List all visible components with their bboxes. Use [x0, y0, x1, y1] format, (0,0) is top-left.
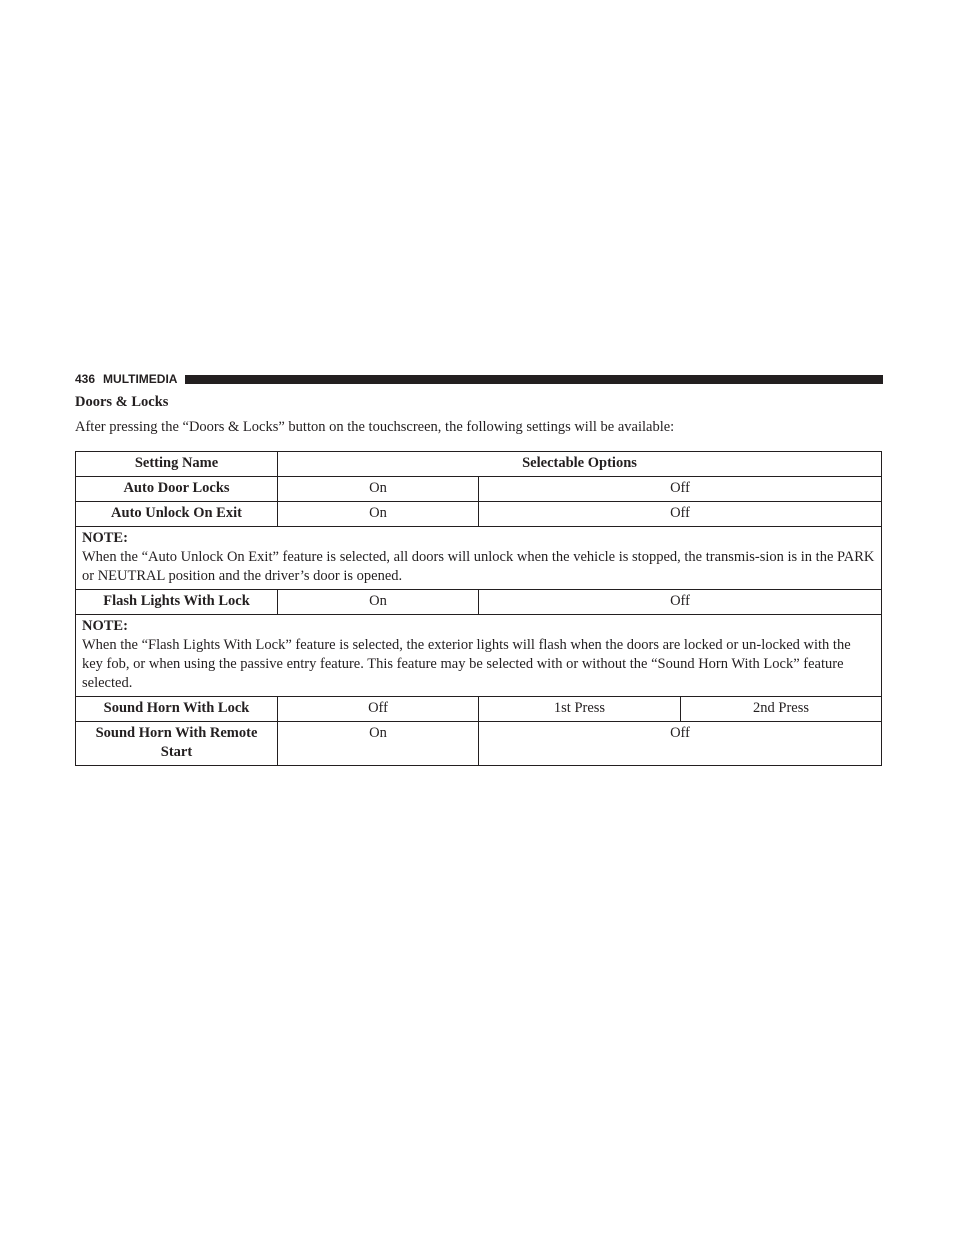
setting-name: Auto Unlock On Exit	[76, 502, 278, 527]
option-cell: Off	[479, 590, 882, 615]
option-cell: On	[278, 590, 479, 615]
option-cell: On	[278, 722, 479, 766]
setting-name: Auto Door Locks	[76, 477, 278, 502]
option-cell: Off	[479, 722, 882, 766]
table-header-row	[76, 452, 882, 477]
option-cell: 2nd Press	[681, 697, 882, 722]
option-cell: Off	[479, 502, 882, 527]
settings-table	[75, 451, 882, 766]
section-title: Doors & Locks	[75, 394, 169, 410]
note-text: When the “Auto Unlock On Exit” feature is selected, all doors will unlock when the vehicle is stopped, the transmis-sion is in the PARK or NEUTRAL position and the driver’s door is opened.	[82, 549, 875, 584]
note-label: NOTE:	[82, 530, 128, 546]
note-cell	[76, 615, 882, 697]
option-cell: Off	[278, 697, 479, 722]
intro-paragraph: After pressing the “Doors & Locks” button on the touchscreen, the following settings will be available:	[75, 419, 675, 435]
header-rule	[185, 375, 883, 384]
section-name: MULTIMEDIA	[103, 372, 178, 386]
setting-name: Flash Lights With Lock	[76, 590, 278, 615]
table-row	[76, 502, 882, 527]
header-selectable-options: Selectable Options	[278, 452, 882, 477]
table-row	[76, 477, 882, 502]
table-row	[76, 697, 882, 722]
table-row	[76, 722, 882, 766]
note-label: NOTE:	[82, 618, 128, 634]
option-cell: On	[278, 502, 479, 527]
option-cell: Off	[479, 477, 882, 502]
setting-name: Sound Horn With Remote Start	[76, 722, 278, 766]
table-row	[76, 590, 882, 615]
note-row	[76, 615, 882, 697]
page-number: 436	[75, 372, 96, 386]
note-text: When the “Flash Lights With Lock” feature is selected, the exterior lights will flash when the doors are locked or un-locked with the key fob, or when using the passive entry feature. This feature may be selected with or without the “Sound Horn With Lock” feature selected.	[82, 637, 851, 691]
option-cell: 1st Press	[479, 697, 681, 722]
header-setting-name: Setting Name	[76, 452, 278, 477]
note-cell	[76, 527, 882, 590]
setting-name: Sound Horn With Lock	[76, 697, 278, 722]
note-row	[76, 527, 882, 590]
option-cell: On	[278, 477, 479, 502]
page-header	[75, 372, 883, 386]
